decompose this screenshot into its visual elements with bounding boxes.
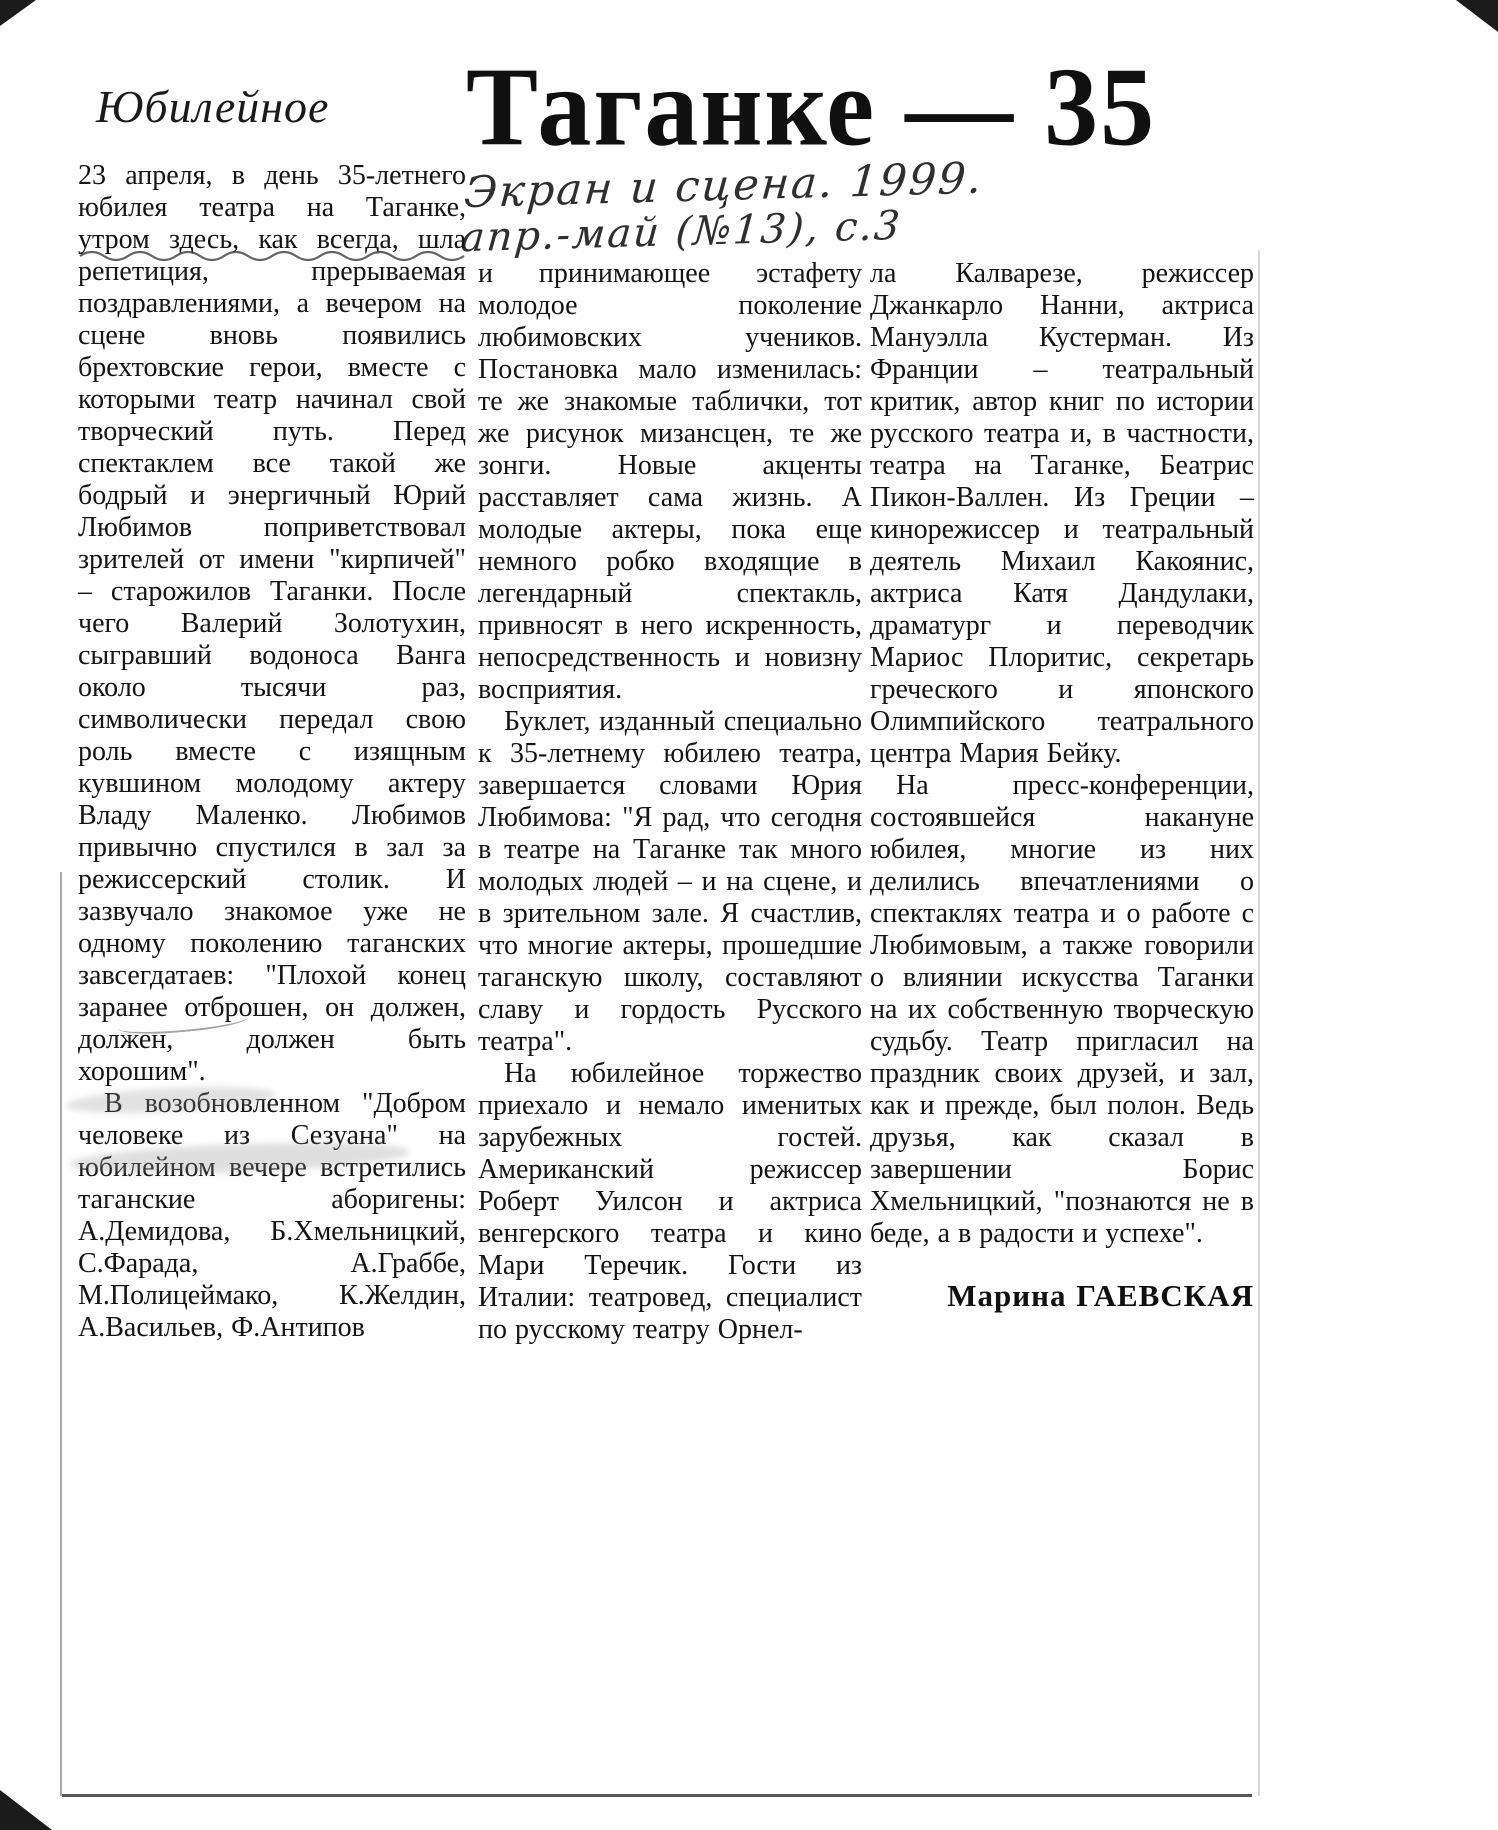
paragraph: На юбилейное торжество приехало и немало именитых зарубежных гостей. Американский режиссер Роберт Уилсон и актриса венгерского театра и кино Мари Теречик. Гости из Италии: театровед, специалист по русскому театру Орнел- [478,1058,862,1345]
paragraph: В возобновленном "Добром человеке из Сезуана" на юбилейном вечере встретились таганские аборигены: А.Демидова, Б.Хмельницкий, С.Фарада, А.Граббе, М.Полицеймако, К.Желдин, А.Васильев, Ф.Антипов [78,1088,466,1343]
headline: Таганке — 35 [466,45,1157,170]
scan-corner-artifact-top-left [0,0,36,26]
handwritten-line-1: Экран и сцена. 1999. [462,153,986,219]
column-3 [870,258,1254,1312]
byline: Марина ГАЕВСКАЯ [947,1278,1254,1313]
paragraph: Буклет, изданный специально к 35-летнему юбилею театра, завершается словами Юрия Любимова: "Я рад, что сегодня в театре на Таганке так много молодых людей – и на сцене, и в зрительном зале. Я счастлив, что многие актеры, прошедшие таганскую школу, составляют славу и гордость Русского театра". [478,706,862,1057]
handwritten-annotation [459,153,986,262]
scan-corner-artifact-top-right [1456,0,1498,32]
scan-corner-artifact-bottom-left [0,1790,52,1830]
handwritten-line-2: апр.-май (№13), с.3 [459,202,904,262]
pen-underline-mark [78,248,466,262]
scan-edge-left [60,872,62,1796]
paragraph: 23 апреля, в день 35-летнего юбилея театра на Таганке, утром здесь, как всегда, шла репетиция, прерываемая поздравлениями, а вечером на сцене вновь появились брехтовские герои, вместе с которыми театр начинал свой творческий путь. Перед спектаклем все такой же бодрый и энергичный Юрий Любимов поприветствовал зрителей от имени "кирпичей" – старожилов Таганки. После чего Валерий Золотухин, сыгравший водоноса Ванга около тысячи раз, символически передал свою роль вместе с изящным кувшином молодому актеру Владу Маленко. Любимов привычно спустился в зал за режиссерский столик. И зазвучало знакомое уже не одному поколению таганских завсегдатаев: "Плохой конец заранее отброшен, он должен, должен, должен быть хорошим". [78,160,466,1087]
paragraph: ла Калварезе, режиссер Джанкарло Нанни, актриса Мануэлла Кустерман. Из Франции – театральный критик, автор книг по истории русского театра и, в частности, театра на Таганке, Беатрис Пикон-Валлен. Из Греции – кинорежиссер и театральный деятель Михаил Какоянис, актриса Катя Дандулаки, драматург и переводчик Мариос Плоритис, секретарь греческого и японского Олимпийского театрального центра Мария Бейку. [870,258,1254,769]
scan-edge-bottom [62,1794,1252,1797]
rubric-label: Юбилейное [96,81,330,132]
paragraph: На пресс-конференции, состоявшейся накануне юбилея, многие из них делились впечатлениями о спектаклях театра и о работе с Любимовым, а также говорили о влиянии искусства Таганки на их собственную творческую судьбу. Театр пригласил на праздник своих друзей, и зал, как и прежде, был полон. Ведь друзья, как сказал в завершении Борис Хмельницкий, "познаются не в беде, а в радости и успехе". [870,770,1254,1249]
column-2 [478,258,862,1346]
paragraph: и принимающее эстафету молодое поколение любимовских учеников. Постановка мало изменилась: те же знакомые таблички, тот же рисунок мизансцен, те же зонги. Новые акценты расставляет сама жизнь. А молодые актеры, пока еще немного робко входящие в легендарный спектакль, привносят в него искренность, непосредственность и новизну восприятия. [478,258,862,705]
scan-edge-right [1258,250,1260,1796]
